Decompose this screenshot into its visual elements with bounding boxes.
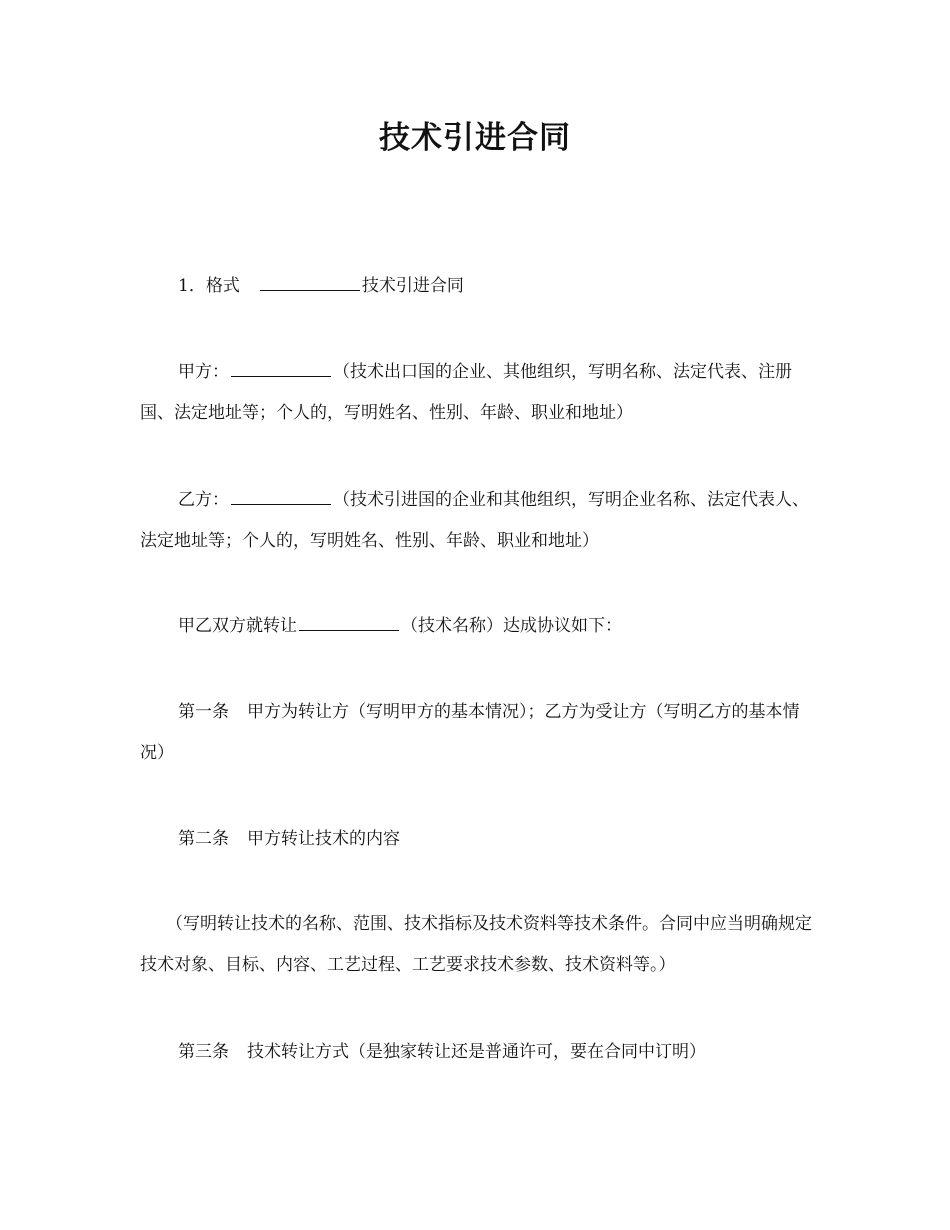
agreement-suffix: （技术名称）达成协议如下： [401, 616, 622, 636]
article-2-note-paragraph [140, 904, 812, 986]
article-3-paragraph [140, 1032, 812, 1073]
section-format [140, 266, 812, 307]
party-a-desc: （技术出口国的企业、其他组织，写明名称、法定代表、注册国、法定地址等；个人的，写明姓名、性别、年龄、职业和地址） [140, 362, 792, 423]
article-2-note-text: （写明转让技术的名称、范围、技术指标及技术资料等技术条件。合同中应当明确规定技术对象、目标、内容、工艺过程、工艺要求技术参数、技术资料等。） [140, 914, 812, 975]
article-1-paragraph [140, 692, 812, 774]
party-b-desc: （技术引进国的企业和其他组织，写明企业名称、法定代表人、法定地址等；个人的，写明姓名、性别、年龄、职业和地址） [140, 490, 809, 551]
document-title: 技术引进合同 [379, 120, 571, 156]
blank-line [260, 272, 360, 291]
section-suffix: 技术引进合同 [361, 276, 464, 296]
blank-line [299, 612, 399, 631]
article-2-text: 甲方转让技术的内容 [247, 829, 400, 849]
section-number: 1．格式 [178, 276, 240, 296]
article-1-text: 甲方为转让方（写明甲方的基本情况）；乙方为受让方（写明乙方的基本情况） [140, 702, 800, 763]
article-1-label: 第一条 [178, 702, 229, 722]
article-2-paragraph [140, 819, 812, 860]
agreement-prefix: 甲乙双方就转让 [178, 616, 297, 636]
party-a-label: 甲方： [178, 362, 229, 382]
article-3-label: 第三条 [178, 1042, 229, 1062]
blank-line [231, 486, 331, 505]
party-b-paragraph [140, 480, 812, 562]
article-3-text: 技术转让方式（是独家转让还是普通许可，要在合同中订明） [247, 1042, 706, 1062]
party-a-paragraph [140, 352, 812, 434]
article-2-label: 第二条 [178, 829, 229, 849]
agreement-paragraph [140, 606, 812, 647]
party-b-label: 乙方： [178, 490, 229, 510]
blank-line [231, 358, 331, 377]
